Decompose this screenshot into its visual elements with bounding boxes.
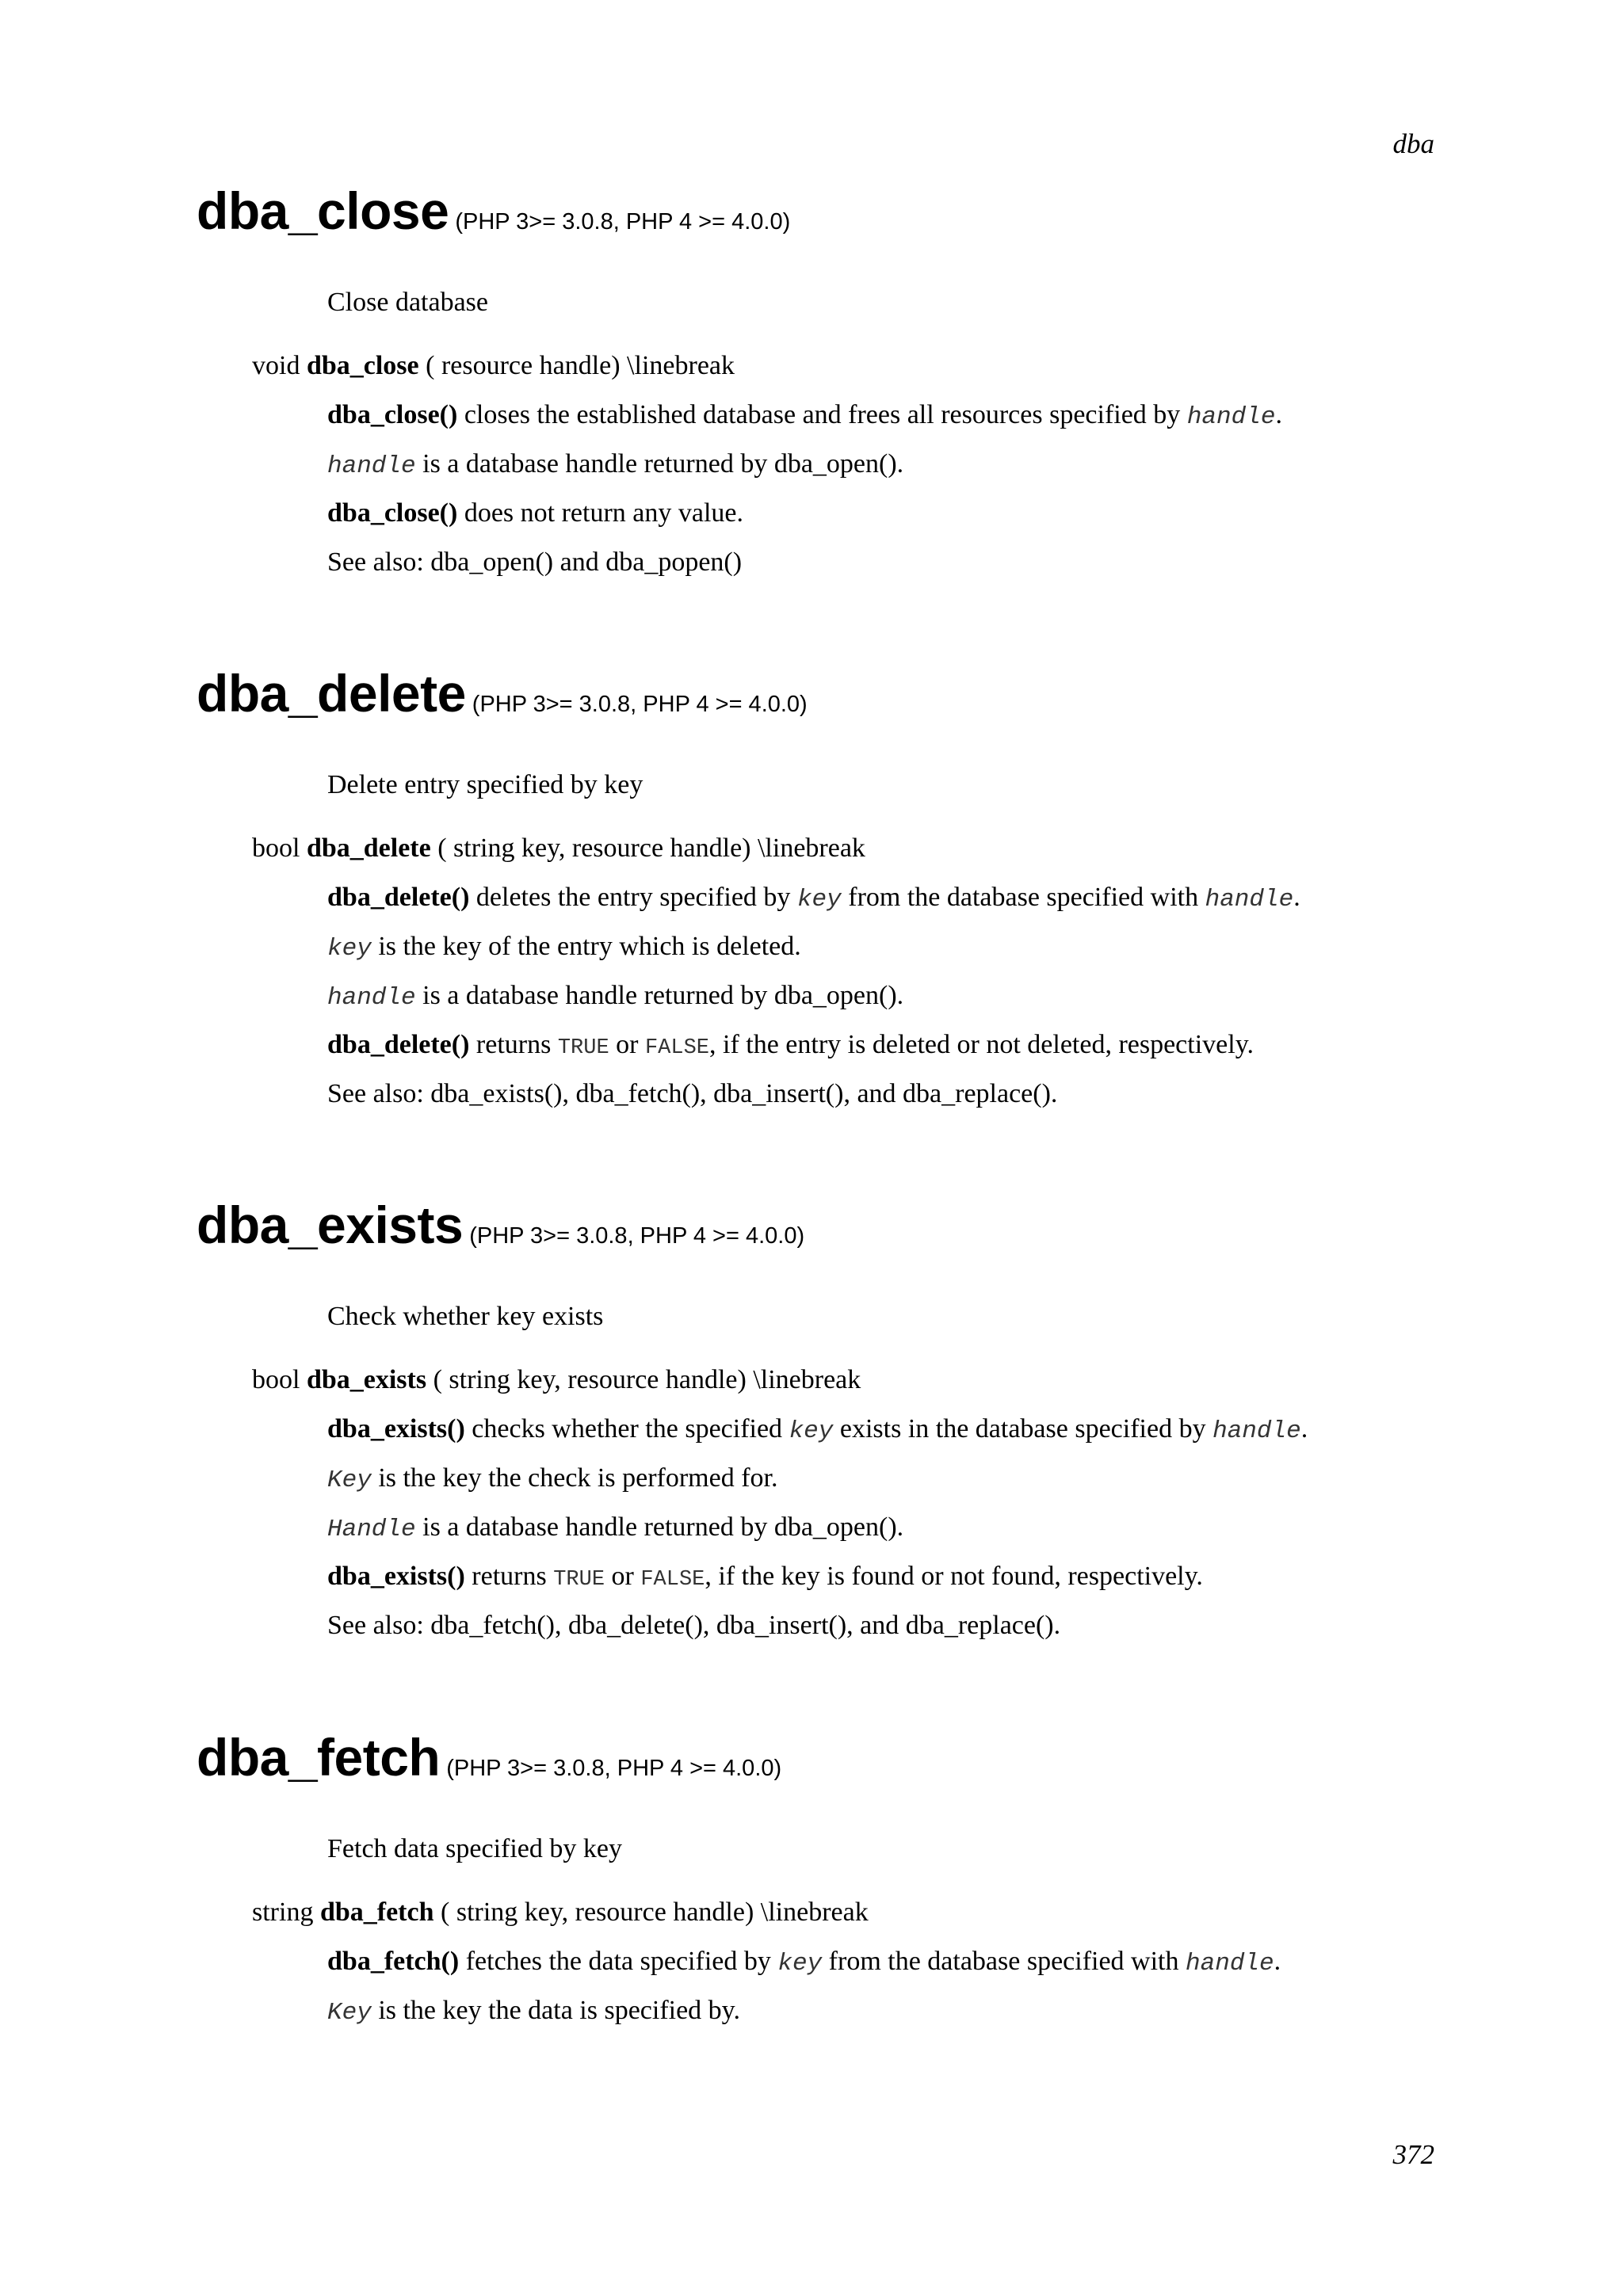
text: is the key the check is performed for. (371, 1463, 778, 1493)
function-ref: dba_exists() (327, 1562, 465, 1591)
function-name: dba_exists (197, 1196, 464, 1254)
text: or (609, 1030, 645, 1059)
text: is the key the data is specified by. (371, 1996, 740, 2025)
text: returns (464, 1562, 554, 1591)
function-synopsis (252, 1365, 861, 1395)
text: from the database specified with (841, 883, 1205, 912)
description-line (327, 1512, 903, 1543)
page-number: 372 (1392, 2139, 1434, 2170)
php-version: (PHP 3>= 3.0.8, PHP 4 >= 4.0.0) (446, 1756, 782, 1781)
parameter-name: Key (327, 1999, 372, 2027)
parameter-name: key (796, 886, 842, 913)
function-purpose: Check whether key exists (327, 1302, 604, 1331)
function-synopsis (252, 351, 735, 381)
text: See also: dba_exists(), dba_fetch(), dba_insert(), and dba_replace(). (327, 1079, 1058, 1108)
description-line (327, 1996, 740, 2027)
text: returns (469, 1030, 558, 1059)
constant: FALSE (640, 1568, 705, 1592)
synopsis-function-name: dba_delete (306, 833, 431, 863)
text: , if the entry is deleted or not deleted, respectively. (709, 1030, 1254, 1059)
function-ref: dba_close() (327, 498, 458, 528)
text: See also: dba_open() and dba_popen() (327, 547, 743, 577)
function-heading (197, 1727, 781, 1787)
description-line (327, 498, 743, 528)
text: . (1300, 1414, 1308, 1444)
text: fetches the data specified by (459, 1947, 778, 1976)
parameter-name: handle (1186, 1950, 1274, 1978)
text: . (1293, 883, 1300, 912)
function-ref: dba_delete() (327, 883, 470, 912)
return-type: bool (252, 833, 300, 863)
function-purpose: Fetch data specified by key (327, 1834, 622, 1863)
function-synopsis (252, 1897, 869, 1928)
function-purpose: Close database (327, 288, 488, 317)
function-ref: dba_fetch() (327, 1947, 460, 1976)
description-line (327, 449, 903, 480)
synopsis-function-name: dba_exists (306, 1365, 427, 1394)
text: is a database handle returned by dba_open(). (415, 981, 904, 1010)
text: , if the key is found or not found, respectively. (705, 1562, 1203, 1591)
function-purpose: Delete entry specified by key (327, 770, 643, 799)
text: exists in the database specified by (833, 1414, 1213, 1444)
text: is a database handle returned by dba_open(). (415, 1512, 904, 1542)
synopsis-params: ( string key, resource handle) \linebreak (441, 1897, 869, 1927)
text: from the database specified with (822, 1947, 1186, 1976)
synopsis-params: ( string key, resource handle) \linebreak (437, 833, 865, 863)
see-also-line (327, 547, 742, 578)
function-name: dba_delete (197, 664, 466, 723)
return-type: void (252, 351, 300, 380)
text: does not return any value. (457, 498, 743, 528)
description-line (327, 1947, 1281, 1978)
see-also-line (327, 1611, 1060, 1641)
text: checks whether the specified (464, 1414, 789, 1444)
parameter-name: handle (1205, 886, 1294, 913)
description-line (327, 932, 801, 963)
synopsis-function-name: dba_fetch (319, 1897, 434, 1927)
description-line (327, 1414, 1308, 1445)
parameter-name: handle (1212, 1417, 1301, 1445)
parameter-name: handle (1186, 403, 1276, 431)
parameter-name: key (327, 935, 372, 963)
function-heading (197, 181, 790, 241)
php-version: (PHP 3>= 3.0.8, PHP 4 >= 4.0.0) (469, 1223, 805, 1249)
synopsis-params: ( string key, resource handle) \linebreak (433, 1365, 861, 1394)
text: closes the established database and frees all resources specified by (457, 400, 1187, 429)
constant: TRUE (557, 1036, 609, 1060)
text: See also: dba_fetch(), dba_delete(), dba_insert(), and dba_replace(). (327, 1611, 1061, 1640)
function-synopsis (252, 833, 865, 864)
parameter-name: Key (327, 1466, 372, 1494)
text: is a database handle returned by dba_open(). (415, 449, 904, 479)
parameter-name: handle (327, 452, 416, 480)
description-line (327, 981, 903, 1012)
parameter-name: Handle (327, 1516, 416, 1543)
php-version: (PHP 3>= 3.0.8, PHP 4 >= 4.0.0) (472, 692, 808, 717)
description-line (327, 1562, 1203, 1592)
constant: FALSE (644, 1036, 709, 1060)
constant: TRUE (553, 1568, 605, 1592)
description-line (327, 883, 1300, 913)
function-ref: dba_exists() (327, 1414, 465, 1444)
function-heading (197, 1195, 804, 1255)
text: or (605, 1562, 641, 1591)
function-name: dba_close (197, 181, 449, 240)
running-header: dba (1392, 128, 1434, 159)
description-line (327, 1030, 1254, 1060)
php-version: (PHP 3>= 3.0.8, PHP 4 >= 4.0.0) (455, 209, 791, 235)
description-line (327, 1463, 777, 1494)
return-type: bool (252, 1365, 300, 1394)
synopsis-function-name: dba_close (306, 351, 419, 380)
text: is the key of the entry which is deleted. (371, 932, 801, 961)
see-also-line (327, 1079, 1057, 1109)
text: deletes the entry specified by (469, 883, 797, 912)
parameter-name: handle (327, 984, 416, 1012)
function-ref: dba_delete() (327, 1030, 470, 1059)
return-type: string (252, 1897, 314, 1927)
parameter-name: key (777, 1950, 823, 1978)
function-heading (197, 663, 808, 723)
function-name: dba_fetch (197, 1728, 441, 1787)
text: . (1274, 1947, 1281, 1976)
text: . (1275, 400, 1282, 429)
function-ref: dba_close() (327, 400, 458, 429)
parameter-name: key (789, 1417, 834, 1445)
synopsis-params: ( resource handle) \linebreak (426, 351, 735, 380)
description-line (327, 400, 1282, 431)
